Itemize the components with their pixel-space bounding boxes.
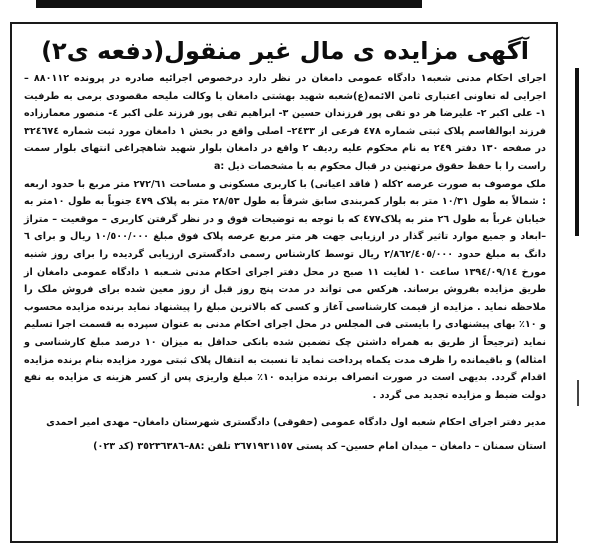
top-border-bar bbox=[36, 0, 422, 8]
notice-signature: مدیر دفتر اجرای احکام شعبه اول دادگاه عمومی (حقوقی) دادگستری شهرستان دامغان– مهدی امیر احمدی bbox=[46, 417, 546, 429]
right-margin-tick bbox=[577, 380, 579, 406]
notice-paragraph-property: ملک موصوف به صورت عرصه ۲کله ( فاقد اعیانی) با کاربری مسکونی و مساحت ۲۷۲/٦۱ متر مربع با حدود اربعه : شمالاً به طول ۱۰/۳۱ متر به بلوار کمربندی سابق شرقاً به طول ۲۸/٥۳ متر به پلاک ٤٧٩ جنوباً به طول ۱۰متر به خیابان غرباً به طول ۲٦ متر به پلاک٤٧٧ که با توجه به توضیحات فوق و در نظر گرفتن کاربری – موقعیت – متراژ –ابعاد و جمیع موارد تاثیر گذار در ارزیابی جهت هر متر مربع عرصه پلاک فوق مبلغ ۱۰/٥۰۰/۰۰۰ ریال و برای ٦ دانگ به مبلغ حدود ۲/٨٦۲/٤۰٥/۰۰۰ ریال توسط کارشناس رسمی دادگستری ارزیابی گردیده را برای روز شنبه مورخ ۱۳۹٤/۰۹/۱٤ ساعت ۱۰ لغایت ۱۱ صبح در محل دفتر اجرای احکام مدنی شـعبه ۱ دادگاه عمومی دامغان از طریق مزایده بفروش برساند. هرکس می تواند در مدت پنج روز قبل از روز معین شده برای فروش ملک را ملاحظه نماید . مزایده از قیمت کارشناسی آغاز و کسی که بالاترین مبلغ را پیشنهاد نماید برنده مزایده محسوب و ۱۰٪ بهای پیشنهادی را بایستی فی المجلس در محل اجرای احکام مدنی به عنوان سپرده به قسمت اجرا تسلیم نماید (ترجیحاً از طریق به همراه داشتن چک تضمین شده بانکی حداقل به میزان ۱۰ درصد مبلغ کارشناسی و امثاله) و باقیمانده را ظرف مدت یکماه پرداخت نماید تا نسبت به انتقال پلاک ثبتی مورد مزایده بنام برنده مزایده اقدام گردد. بدیهی است در صورت انصراف برنده مزایده ۱۰٪ مبلغ واریزی پس از کسر هزینه ی مزایده به نفع دولت ضبط و مزایده تجدید می گردد . bbox=[24, 178, 547, 401]
right-margin-rule bbox=[575, 68, 579, 236]
notice-body bbox=[24, 70, 546, 455]
notice-paragraph-intro: اجرای احکام مدنی شعبه۱ دادگاه عمومی دامغان در نظر دارد درخصوص اجرائیه صادره در پرونده ۸۸۰۱۱۲ –اجرایی له تعاونی اعتباری ثامن الائمه(ع)شعبه شهید بهشتی دامغان با وکالت ملیحه مقصودی برمی به طرفیت ۱- علی اکبر ۲- علیرضا هر دو تقی پور فرزندان حسین ۳- ابراهیم تقی پور فرزند علی اکبر ٤- منصور معمارزاده فرزند ابوالقاسم پلاک ثبتی شماره ٤٧٨ فرعی از ۲٤۳۳– اصلی واقع در بخش ۱ دامغان مورد ثبت شماره ۳۲٤٦٧٤ در صفحه ۱۳۰ دفتر ۲٤۹ به نام محکوم علیه ردیف ۲ واقع در دامغان بلوار شهید شاهچراغی انتهای بلوار سمت راست را با حفظ حقوق مرتهنین در قبال محکوم به با مشخصات ذیل :a bbox=[24, 73, 547, 172]
notice-address: استان سمنان – دامغان – میدان امام حسین– کد پستی ۳٦٧۱۹۳۱۱٥٧ تلفن :۸۸–۳٥۲۳٦۳۸٦ (کد ۰۲۳) bbox=[93, 440, 546, 452]
notice-title: آگهی مزایده ی مال غیر منقول(دفعه ی۲) bbox=[41, 37, 529, 65]
